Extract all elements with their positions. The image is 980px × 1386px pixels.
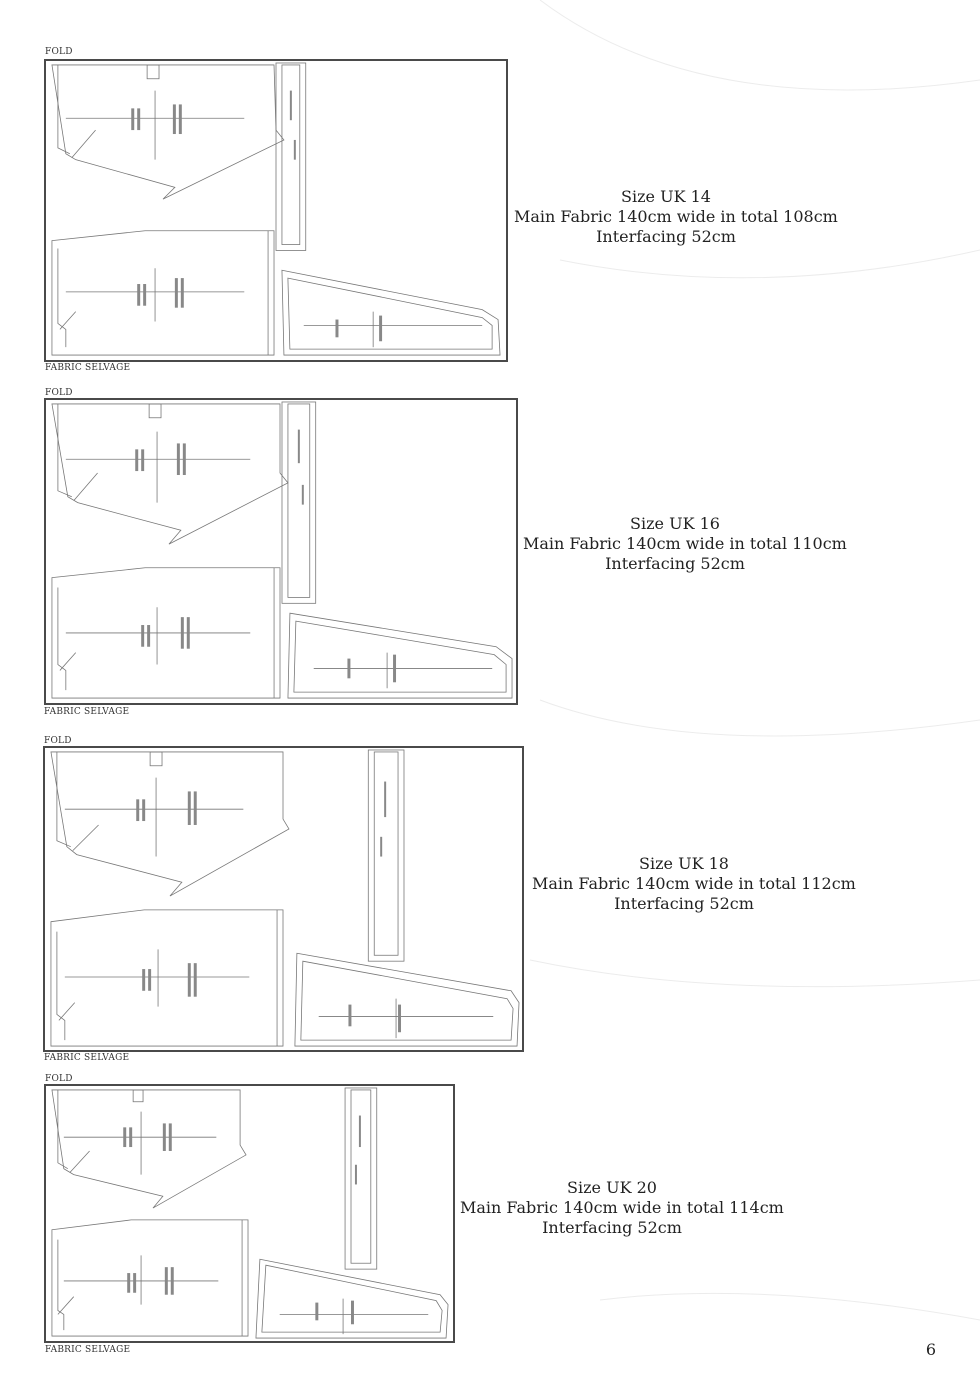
interfacing-text: Interfacing 52cm <box>542 1218 682 1237</box>
size-info <box>532 854 856 914</box>
size-title: Size UK 20 <box>567 1178 657 1197</box>
main-fabric-text: Main Fabric 140cm wide in total 112cm <box>532 874 856 893</box>
cutting-layout-diagram <box>43 746 524 1052</box>
fold-label: FOLD <box>44 736 72 746</box>
size-info <box>514 187 838 247</box>
pattern-pieces <box>46 1086 453 1341</box>
selvage-label: FABRIC SELVAGE <box>44 1053 130 1063</box>
main-fabric-text: Main Fabric 140cm wide in total 110cm <box>523 534 847 553</box>
main-fabric-text: Main Fabric 140cm wide in total 108cm <box>514 207 838 226</box>
cutting-layout-diagram <box>44 59 508 362</box>
size-title: Size UK 14 <box>621 187 711 206</box>
pattern-pieces <box>45 748 522 1050</box>
selvage-label: FABRIC SELVAGE <box>45 363 131 373</box>
size-info <box>523 514 847 574</box>
fold-label: FOLD <box>45 47 73 57</box>
interfacing-text: Interfacing 52cm <box>596 227 736 246</box>
cutting-layout-diagram <box>44 398 518 705</box>
page-number: 6 <box>925 1340 936 1359</box>
main-fabric-text: Main Fabric 140cm wide in total 114cm <box>460 1198 784 1217</box>
cutting-layout-diagram <box>44 1084 455 1343</box>
size-info <box>460 1178 784 1238</box>
pattern-pieces <box>46 61 506 360</box>
size-title: Size UK 16 <box>630 514 720 533</box>
selvage-label: FABRIC SELVAGE <box>44 707 130 717</box>
size-title: Size UK 18 <box>639 854 729 873</box>
pattern-pieces <box>46 400 516 703</box>
interfacing-text: Interfacing 52cm <box>614 894 754 913</box>
fold-label: FOLD <box>45 388 73 398</box>
interfacing-text: Interfacing 52cm <box>605 554 745 573</box>
fold-label: FOLD <box>45 1074 73 1084</box>
selvage-label: FABRIC SELVAGE <box>45 1345 131 1355</box>
